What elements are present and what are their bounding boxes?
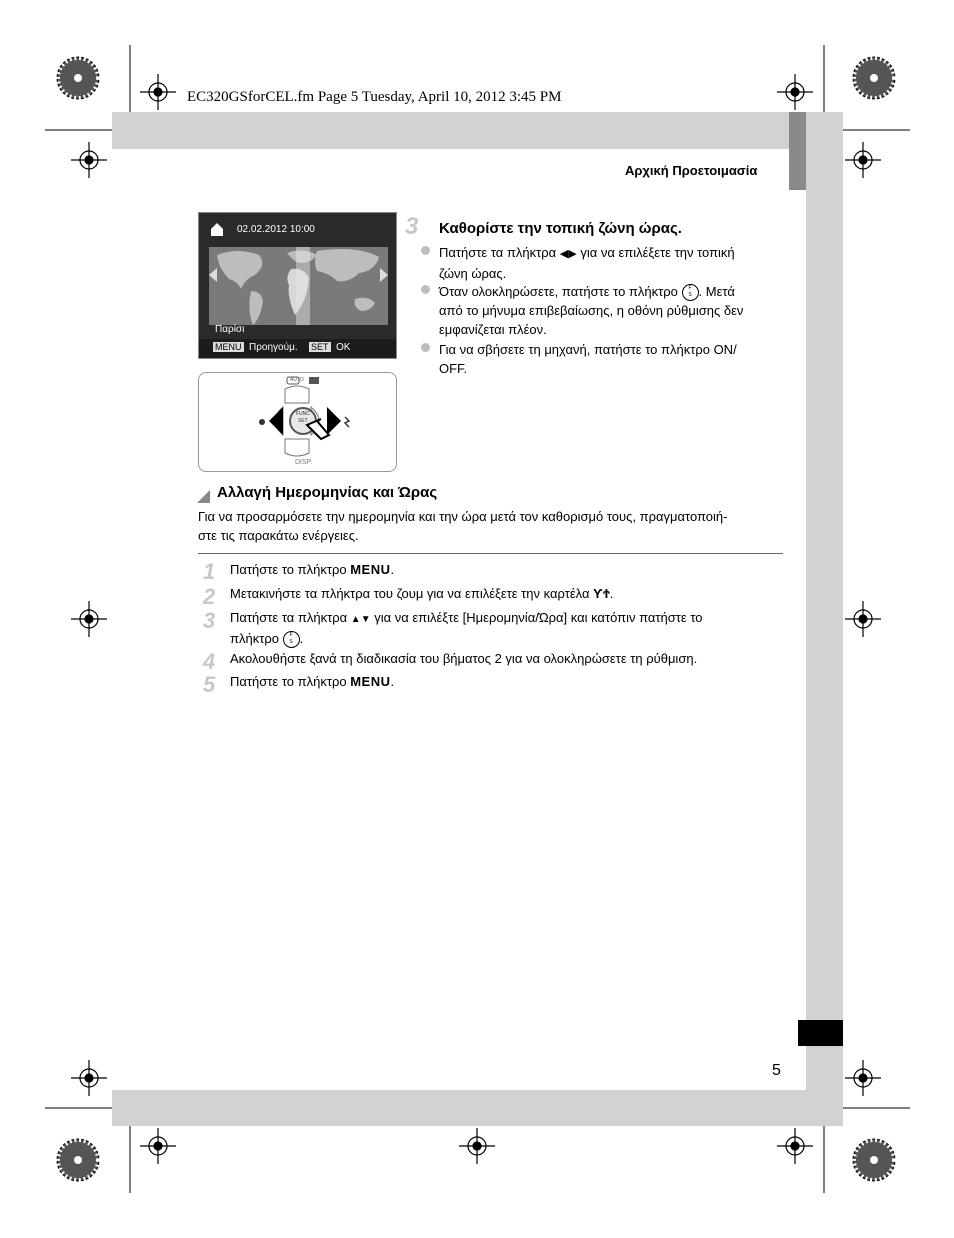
screen-ok-label: OK — [336, 342, 351, 353]
left-right-arrows-icon: ◀▶ — [559, 248, 577, 260]
step-number: 3 — [203, 608, 216, 633]
step-4-text: Ακολουθήστε ξανά τη διαδικασία του βήματος 2 για να ολοκληρώσετε τη ρύθμιση. — [230, 651, 698, 666]
screen-city: Παρίσι — [215, 324, 245, 335]
tools-tab-icon: ƳϮ — [593, 586, 610, 601]
step-1-text: Πατήστε το πλήκτρο MENU. — [230, 562, 395, 577]
date-section-intro: Για να προσαρμόσετε την ημερομηνία και την ώρα μετά τον καθορισμό τους, πραγματοποιή- στε τις παρακάτω ενέργειες. — [198, 509, 728, 543]
step3-title: Καθορίστε την τοπική ζώνη ώρας. — [439, 220, 682, 237]
menu-key-label: MENU — [350, 674, 391, 689]
step3-number: 3 — [405, 213, 419, 240]
screen-datetime: 02.02.2012 10:00 — [237, 224, 315, 235]
section-triangle-icon — [197, 490, 211, 504]
dial-func-label: FUNC — [296, 411, 310, 417]
func-set-icon: F S — [682, 284, 699, 301]
screen-prev-label: Προηγούμ. — [249, 342, 298, 353]
bullet-icon — [421, 246, 430, 255]
control-dial-illustration — [198, 372, 397, 472]
step3-bullet-1: Πατήστε τα πλήκτρα ◀▶ για να επιλέξετε την τοπική ζώνη ώρας. — [439, 245, 735, 281]
menu-key-label: MENU — [350, 562, 391, 577]
bullet-icon — [421, 343, 430, 352]
screen-set-button: SET — [311, 342, 329, 352]
step3-bullet-2: Όταν ολοκληρώσετε, πατήστε το πλήκτρο F S . Μετά από το μήνυμα επιβεβαίωσης, η οθόνη ρύθμισης δεν εμφανίζεται πλέον. — [439, 284, 744, 338]
section-title: Αρχική Προετοιμασία — [625, 163, 758, 178]
dial-set-label: SET — [298, 418, 308, 424]
screen-menu-button: MENU — [215, 342, 242, 352]
step-5-text: Πατήστε το πλήκτρο MENU. — [230, 674, 395, 689]
dial-auto-label: AUTO — [290, 377, 304, 383]
step-3-text: Πατήστε τα πλήκτρα ▲▼ για να επιλέξτε [Ημερομηνία/Ώρα] και κατόπιν πατήστε το πλήκτρο F S . — [230, 608, 703, 648]
page-number: 5 — [772, 1062, 781, 1079]
step-number: 1 — [203, 559, 216, 584]
file-info-header: EC320GSforCEL.fm Page 5 Tuesday, April 10, 2012 3:45 PM — [187, 89, 562, 105]
date-section-title: Αλλαγή Ημερομηνίας και Ώρας — [217, 484, 438, 501]
bullet-icon — [421, 285, 430, 294]
up-down-arrows-icon: ▲▼ — [350, 614, 371, 625]
dial-disp-label: DISP. — [295, 459, 313, 466]
section-divider — [198, 553, 783, 554]
step-number: 5 — [203, 672, 216, 697]
step3-bullet-3: Για να σβήσετε τη μηχανή, πατήστε το πλήκτρο ON/ OFF. — [439, 342, 737, 376]
func-set-icon: F S — [283, 631, 300, 648]
step-2-text: Μετακινήστε τα πλήκτρα του ζουμ για να επιλέξετε την καρτέλα ƳϮ. — [230, 586, 614, 601]
camera-screen — [198, 212, 397, 359]
step-number: 2 — [203, 584, 216, 609]
step-number: 4 — [203, 649, 216, 674]
